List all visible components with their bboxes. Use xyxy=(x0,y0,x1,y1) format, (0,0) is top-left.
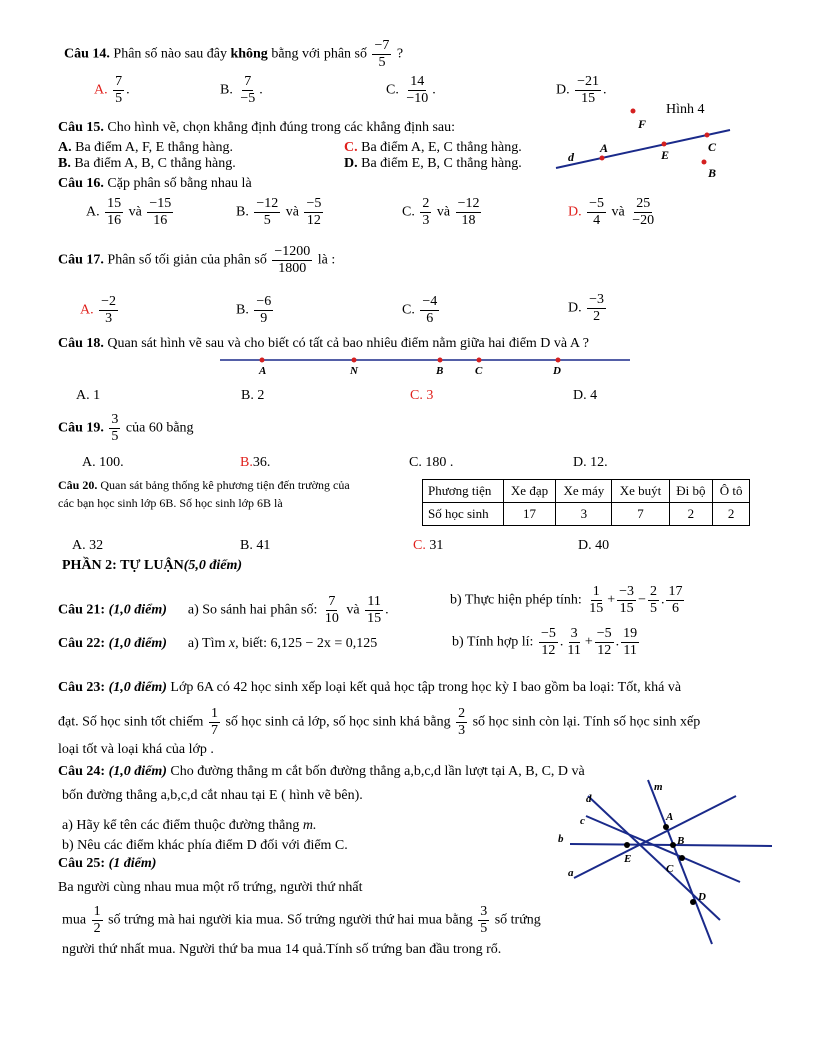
svg-text:B: B xyxy=(677,835,685,847)
svg-text:E: E xyxy=(661,148,670,162)
point-a xyxy=(600,156,605,161)
q15-option-d[interactable]: D. Ba điểm E, B, C thẳng hàng. xyxy=(344,156,522,171)
svg-text:F: F xyxy=(638,117,647,131)
svg-text:N: N xyxy=(350,365,358,377)
figure-title: Hình 4 xyxy=(666,102,705,117)
svg-text:d: d xyxy=(568,150,574,164)
figure-q24 xyxy=(540,778,780,950)
point-e xyxy=(624,842,630,848)
q16-option-b[interactable]: B. $\frac{-12}{5}$ và $\frac{-5}{12}$ xyxy=(236,196,322,228)
point-n xyxy=(352,358,357,363)
q23-line2: đạt. Số học sinh tốt chiếm $\frac{1}{7}$ số học sinh cả lớp, số học sinh khá bằng $\frac{2}{3}$ số học sinh còn lại. Tính số học sinh xếp xyxy=(58,706,701,738)
line-a xyxy=(574,796,736,878)
q14-stem: Câu 14. Phân số nào sau đây không bằng với phân số $\frac{-7}{5}$ ? xyxy=(64,38,404,70)
part2-heading: PHẦN 2: TỰ LUẬN(5,0 điểm) xyxy=(62,558,243,573)
svg-text:b: b xyxy=(558,833,564,845)
line-c xyxy=(586,816,740,882)
point-d xyxy=(690,899,696,905)
q23-line1: Câu 23: (1,0 điểm) Lớp 6A có 42 học sinh xếp loại kết quả học tập trong học kỳ I bao gồm ba loại: Tốt, khá và xyxy=(58,680,682,695)
q14-option-b[interactable]: B. $\frac{7}{-5}$ . xyxy=(220,74,263,106)
table-cell: 7 xyxy=(612,503,669,526)
q18-line-figure xyxy=(218,352,634,378)
svg-text:A: A xyxy=(600,141,609,155)
q25-heading: Câu 25: (1 điểm) xyxy=(58,856,157,871)
q14-option-c[interactable]: C. $\frac{14}{-10}$ . xyxy=(386,74,436,106)
q14-option-d[interactable]: D. $\frac{-21}{15}$ . xyxy=(556,74,607,106)
q15-option-c[interactable]: C. Ba điểm A, E, C thẳng hàng. xyxy=(344,140,522,155)
q21-part-b: b) Thực hiện phép tính: $\frac{1}{15}$ + $\frac{-3}{15}$ − $\frac{2}{5}$ . $\frac{17}{6}$ xyxy=(450,584,683,616)
q18-option-c[interactable]: C. 3 xyxy=(410,388,434,403)
q20-table xyxy=(422,479,750,526)
q20-option-c[interactable]: C. 31 xyxy=(413,538,444,553)
q16-option-d[interactable]: D. $\frac{-5}{4}$ và $\frac{25}{-20}$ xyxy=(568,196,655,228)
q19-stem: Câu 19. $\frac{3}{5}$ của 60 bằng xyxy=(58,412,194,444)
point-b xyxy=(702,160,707,165)
table-header: Xe máy xyxy=(556,480,612,503)
figure-hinh-4 xyxy=(550,96,740,186)
q24-part-b: b) Nêu các điểm khác phía điểm D đối với điểm C. xyxy=(62,838,348,853)
q25-line1: Ba người cùng nhau mua một rổ trứng, người thứ nhất xyxy=(58,880,363,895)
q19-option-d[interactable]: D. 12. xyxy=(573,455,608,470)
point-c xyxy=(705,133,710,138)
table-cell: Số học sinh xyxy=(423,503,504,526)
table-cell: 3 xyxy=(556,503,612,526)
q18-option-a[interactable]: A. 1 xyxy=(76,388,101,403)
q17-option-c[interactable]: C. $\frac{-4}{6}$ xyxy=(402,294,438,326)
q14-option-a[interactable]: A. $\frac{7}{5}$ . xyxy=(94,74,130,106)
point-b xyxy=(670,842,676,848)
svg-text:m: m xyxy=(654,781,663,793)
q17-stem: Câu 17. Phân số tối giản của phân số $\frac{-1200}{1800}$ là : xyxy=(58,244,336,276)
table-cell: 2 xyxy=(669,503,713,526)
q20-stem-line2: các bạn học sinh lớp 6B. Số học sinh lớp 6B là xyxy=(58,496,283,510)
q24-line1: Câu 24: (1,0 điểm) Cho đường thẳng m cắt bốn đường thẳng a,b,c,d lần lượt tại A, B, C, D và xyxy=(58,764,585,779)
q17-option-a[interactable]: A. $\frac{-2}{3}$ xyxy=(80,294,117,326)
svg-text:c: c xyxy=(580,815,585,827)
svg-text:A: A xyxy=(259,365,267,377)
svg-text:C: C xyxy=(708,140,717,154)
point-c xyxy=(679,855,685,861)
point-e xyxy=(662,142,667,147)
svg-text:a: a xyxy=(568,867,574,879)
point-a xyxy=(663,824,669,830)
svg-text:B: B xyxy=(708,166,717,180)
svg-text:D: D xyxy=(553,365,561,377)
svg-text:E: E xyxy=(624,853,632,865)
svg-text:d: d xyxy=(586,793,592,805)
q20-option-a[interactable]: A. 32 xyxy=(72,538,104,553)
point-b xyxy=(438,358,443,363)
point-a xyxy=(260,358,265,363)
q15-option-a[interactable]: A. Ba điểm A, F, E thẳng hàng. xyxy=(58,140,234,155)
svg-text:C: C xyxy=(666,863,674,875)
q22-part-b: b) Tính hợp lí: $\frac{-5}{12}$ . $\frac{3}{11}$ + $\frac{-5}{12}$ . $\frac{19}{11}$ xyxy=(452,626,638,658)
q20-stem-line1: Câu 20. Quan sát bảng thống kê phương tiện đến trường của xyxy=(58,478,350,492)
q16-option-a[interactable]: A. $\frac{15}{16}$ và $\frac{-15}{16}$ xyxy=(86,196,172,228)
q25-line2: mua $\frac{1}{2}$ số trứng mà hai người kia mua. Số trứng người thứ hai mua bằng $\frac{3}{5}$ số trứng xyxy=(62,904,541,936)
q24-line2: bốn đường thẳng a,b,c,d cắt nhau tại E ( hình vẽ bên). xyxy=(62,788,363,803)
q21-line: Câu 21: (1,0 điểm) a) So sánh hai phân số: $\frac{7}{10}$ và $\frac{11}{15}$ . xyxy=(58,594,389,626)
q18-option-d[interactable]: D. 4 xyxy=(573,388,598,403)
q24-part-a: a) Hãy kể tên các điểm thuộc đường thẳng m. xyxy=(62,818,317,833)
point-d xyxy=(556,358,561,363)
q18-option-b[interactable]: B. 2 xyxy=(241,388,265,403)
table-row xyxy=(423,503,750,526)
q17-option-b[interactable]: B. $\frac{-6}{9}$ xyxy=(236,294,272,326)
svg-text:D: D xyxy=(698,891,706,903)
q16-stem: Câu 16. Cặp phân số bằng nhau là xyxy=(58,176,252,191)
table-header: Đi bộ xyxy=(669,480,713,503)
table-cell: 2 xyxy=(713,503,750,526)
q19-option-b[interactable]: B.36. xyxy=(240,455,271,470)
q20-option-d[interactable]: D. 40 xyxy=(578,538,610,553)
q16-option-c[interactable]: C. $\frac{2}{3}$ và $\frac{-12}{18}$ xyxy=(402,196,480,228)
table-header: Ô tô xyxy=(713,480,750,503)
table-cell: 17 xyxy=(503,503,555,526)
svg-text:A: A xyxy=(666,811,674,823)
q20-option-b[interactable]: B. 41 xyxy=(240,538,271,553)
table-header: Phương tiện xyxy=(423,480,504,503)
point-c xyxy=(477,358,482,363)
table-header: Xe buýt xyxy=(612,480,669,503)
svg-text:C: C xyxy=(475,365,483,377)
point-f xyxy=(631,109,636,114)
q17-option-d[interactable]: D. $\frac{-3}{2}$ xyxy=(568,292,605,324)
q15-stem: Câu 15. Cho hình vẽ, chọn khẳng định đúng trong các khẳng định sau: xyxy=(58,120,456,135)
svg-text:B: B xyxy=(436,365,444,377)
q18-stem: Câu 18. Quan sát hình vẽ sau và cho biết có tất cả bao nhiêu điểm nằm giữa hai điểm D và A ? xyxy=(58,336,589,351)
q25-line3: người thứ nhất mua. Người thứ ba mua 14 quả.Tính số trứng ban đầu trong rổ. xyxy=(62,942,502,957)
q19-option-a[interactable]: A. 100. xyxy=(82,455,124,470)
q22-line: Câu 22: (1,0 điểm) a) Tìm x, biết: 6,125 − 2x = 0,125 xyxy=(58,636,378,651)
q19-option-c[interactable]: C. 180 . xyxy=(409,455,454,470)
table-header: Xe đạp xyxy=(503,480,555,503)
q15-option-b[interactable]: B. Ba điểm A, B, C thẳng hàng. xyxy=(58,156,236,171)
table-header-row xyxy=(423,480,750,503)
q23-line3: loại tốt và loại khá của lớp . xyxy=(58,742,214,757)
